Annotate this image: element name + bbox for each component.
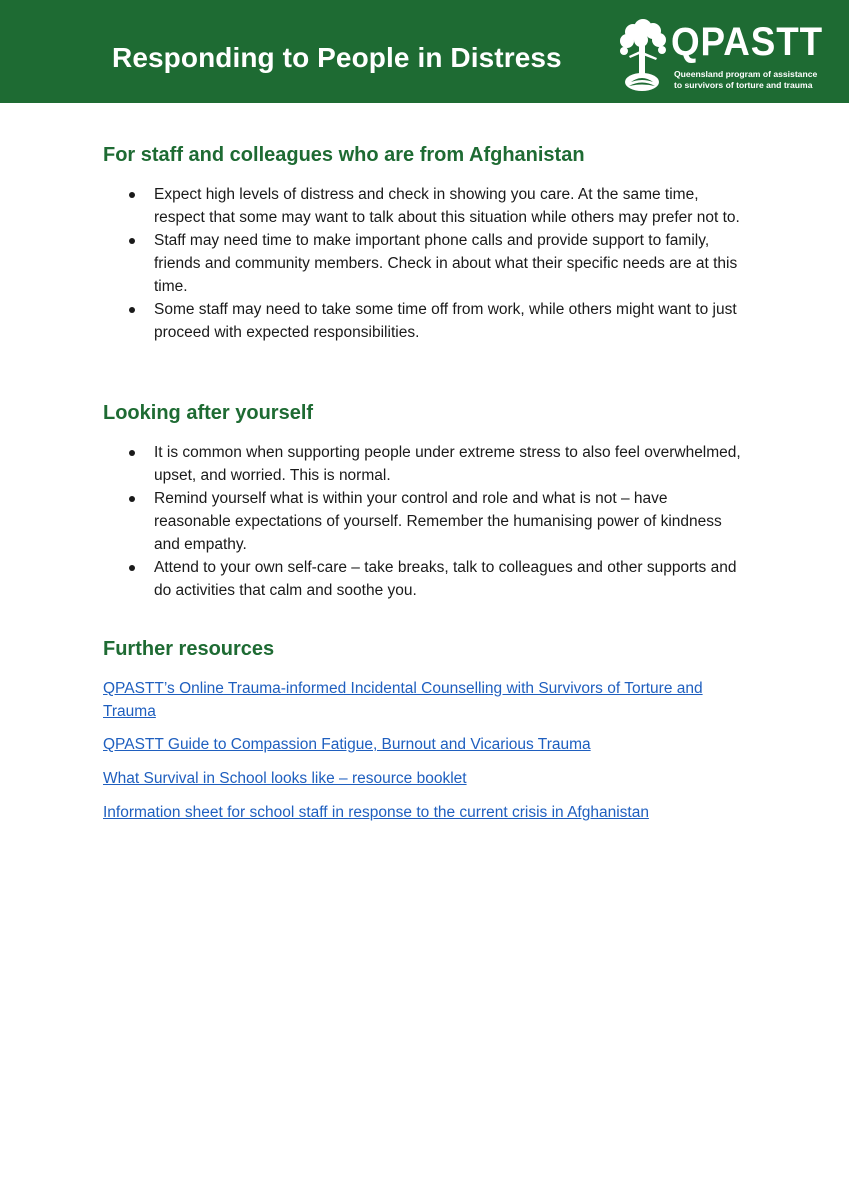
resource-link-incidental-counselling[interactable]: QPASTT’s Online Trauma-informed Incidental Counselling with Survivors of Torture and Trauma — [103, 680, 703, 720]
resource-link-school-staff-sheet[interactable]: Information sheet for school staff in response to the current crisis in Afghanistan — [103, 804, 649, 821]
logo-wordmark: QPASTT — [671, 20, 824, 64]
list-item: It is common when supporting people under extreme stress to also feel overwhelmed, upset, and worried. This is normal. — [103, 441, 748, 487]
bullet-icon — [129, 307, 135, 313]
bullet-icon — [129, 565, 135, 571]
logo-subtitle — [674, 69, 817, 91]
page-title: Responding to People in Distress — [112, 42, 562, 73]
resource-link-survival-in-school[interactable]: What Survival in School looks like – resource booklet — [103, 770, 467, 787]
bullet-icon — [129, 238, 135, 244]
section-heading-self-care: Looking after yourself — [103, 402, 314, 424]
logo-subtitle-line1: Queensland program of assistance — [674, 69, 818, 79]
bullet-icon — [129, 450, 135, 456]
section-heading-afghanistan: For staff and colleagues who are from Afghanistan — [103, 144, 585, 166]
list-item: Expect high levels of distress and check in showing you care. At the same time, respect that some may want to talk about this situation while others may prefer not to. — [103, 183, 748, 229]
header-banner — [0, 0, 849, 103]
list-item: Staff may need time to make important phone calls and provide support to family, friends and community members. Check in about what their specific needs are at this time. — [103, 229, 748, 298]
bullet-icon — [129, 192, 135, 198]
self-care-bullet-list — [103, 441, 748, 602]
bullet-icon — [129, 496, 135, 502]
resource-link-compassion-fatigue[interactable]: QPASTT Guide to Compassion Fatigue, Burnout and Vicarious Trauma — [103, 736, 591, 753]
logo-subtitle-line2: to survivors of torture and trauma — [674, 80, 813, 90]
afghanistan-bullet-list — [103, 183, 748, 344]
list-item: Attend to your own self-care – take breaks, talk to colleagues and other supports and do activities that calm and soothe you. — [103, 556, 748, 602]
list-item: Some staff may need to take some time off from work, while others might want to just proceed with expected responsibilities. — [103, 298, 748, 344]
section-heading-resources: Further resources — [103, 638, 275, 660]
qpastt-logo — [617, 16, 822, 96]
list-item: Remind yourself what is within your control and role and what is not – have reasonable expectations of yourself. Remember the humanising power of kindness and empathy. — [103, 487, 748, 556]
tree-icon — [617, 16, 669, 96]
